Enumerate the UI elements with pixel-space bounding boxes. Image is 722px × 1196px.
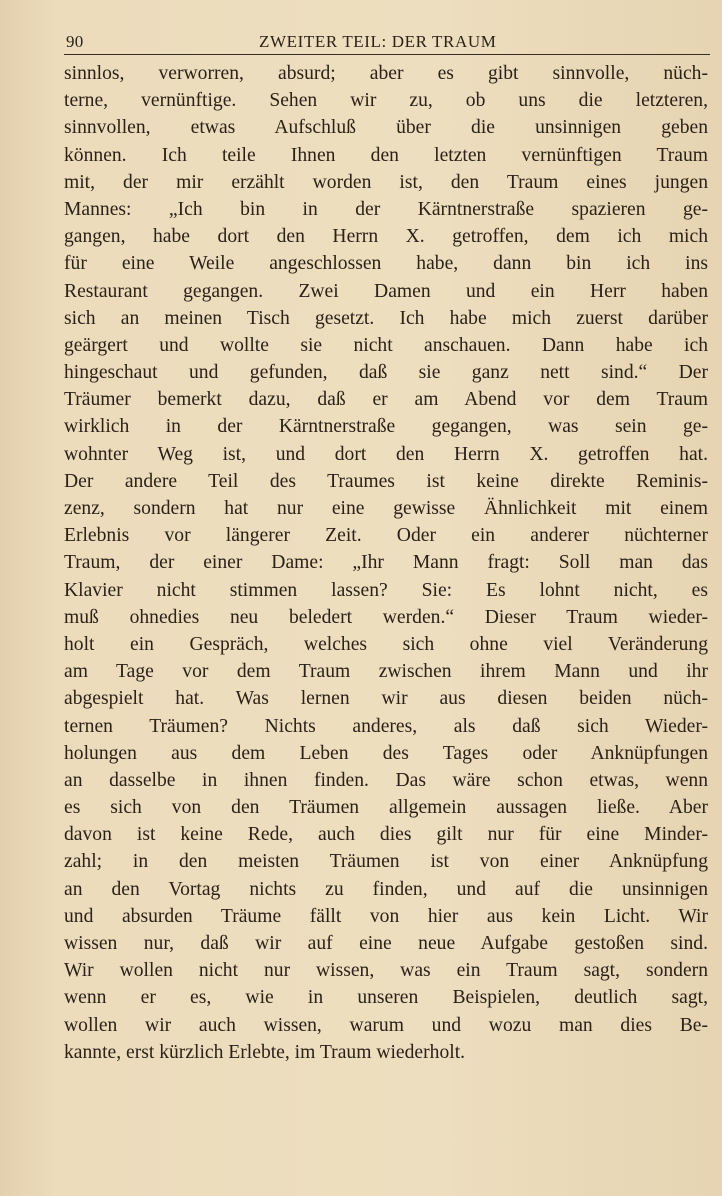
text-line: geärgert und wollte sie nicht anschauen. Dann habe ich (64, 334, 708, 356)
text-line: sinnvollen, etwas Aufschluß über die unsinnigen geben (64, 117, 708, 139)
text-line: Der andere Teil des Traumes ist keine direkte Reminis- (64, 470, 708, 492)
text-line: muß ohnedies neu beledert werden.“ Dieser Traum wieder- (64, 606, 708, 628)
text-line: wohnter Weg ist, und dort den Herrn X. getroffen hat. (64, 443, 708, 465)
text-line: holt ein Gespräch, welches sich ohne viel Veränderung (64, 633, 708, 655)
text-line: Wir wollen nicht nur wissen, was ein Traum sagt, sondern (64, 960, 708, 982)
text-line: Mannes: „Ich bin in der Kärntnerstraße spazieren ge- (64, 198, 708, 220)
text-line: wissen nur, daß wir auf eine neue Aufgabe gestoßen sind. (64, 933, 708, 954)
text-line: terne, vernünftige. Sehen wir zu, ob uns die letzteren, (64, 90, 708, 112)
text-line: zahl; in den meisten Träumen ist von einer Anknüpfung (64, 851, 708, 873)
text-line: Erlebnis vor längerer Zeit. Oder ein anderer nüchterner (64, 525, 708, 547)
text-line: kannte, erst kürzlich Erlebte, im Traum wiederholt. (64, 1041, 466, 1063)
text-line: wenn er es, wie in unseren Beispielen, deutlich sagt, (64, 987, 708, 1009)
text-line: wollen wir auch wissen, warum und wozu man dies Be- (64, 1014, 708, 1036)
text-line: gangen, habe dort den Herrn X. getroffen, dem ich mich (64, 226, 708, 248)
header-rule (64, 54, 710, 55)
text-line: Klavier nicht stimmen lassen? Sie: Es lohnt nicht, es (64, 579, 708, 601)
text-line: ternen Träumen? Nichts anderes, als daß sich Wieder- (64, 715, 708, 737)
text-line: am Tage vor dem Traum zwischen ihrem Mann und ihr (64, 661, 708, 683)
text-line: sinnlos, verworren, absurd; aber es gibt sinnvolle, nüch- (64, 63, 708, 84)
text-line: davon ist keine Rede, auch dies gilt nur für eine Minder- (64, 824, 708, 846)
running-head: ZWEITER TEIL: DER TRAUM (259, 32, 497, 51)
text-line: für eine Weile angeschlossen habe, dann bin ich ins (64, 253, 708, 275)
text-line: an den Vortag nichts zu finden, und auf die unsinnigen (64, 878, 708, 900)
text-line: wirklich in der Kärntnerstraße gegangen, was sein ge- (64, 416, 708, 438)
text-line: hingeschaut und gefunden, daß sie ganz nett sind.“ Der (64, 362, 708, 384)
text-line: holungen aus dem Leben des Tages oder Anknüpfungen (64, 742, 708, 764)
text-line: und absurden Träume fällt von hier aus kein Licht. Wir (64, 905, 708, 927)
body-text (64, 60, 708, 1066)
text-line: Restaurant gegangen. Zwei Damen und ein Herr haben (64, 280, 708, 302)
text-line: an dasselbe in ihnen finden. Das wäre schon etwas, wenn (64, 769, 708, 791)
text-line: es sich von den Träumen allgemein aussagen ließe. Aber (64, 797, 708, 819)
text-line: Träumer bemerkt dazu, daß er am Abend vor dem Traum (64, 389, 708, 411)
text-line: zenz, sondern hat nur eine gewisse Ähnlichkeit mit einem (64, 498, 708, 519)
text-line: können. Ich teile Ihnen den letzten vernünftigen Traum (64, 144, 708, 166)
text-line: Traum, der einer Dame: „Ihr Mann fragt: Soll man das (64, 552, 708, 574)
text-line: abgespielt hat. Was lernen wir aus diesen beiden nüch- (64, 688, 708, 710)
text-line: mit, der mir erzählt worden ist, den Traum eines jungen (64, 171, 708, 193)
page-number: 90 (66, 32, 84, 51)
text-line: sich an meinen Tisch gesetzt. Ich habe mich zuerst darüber (64, 307, 708, 329)
page-header (64, 30, 706, 56)
